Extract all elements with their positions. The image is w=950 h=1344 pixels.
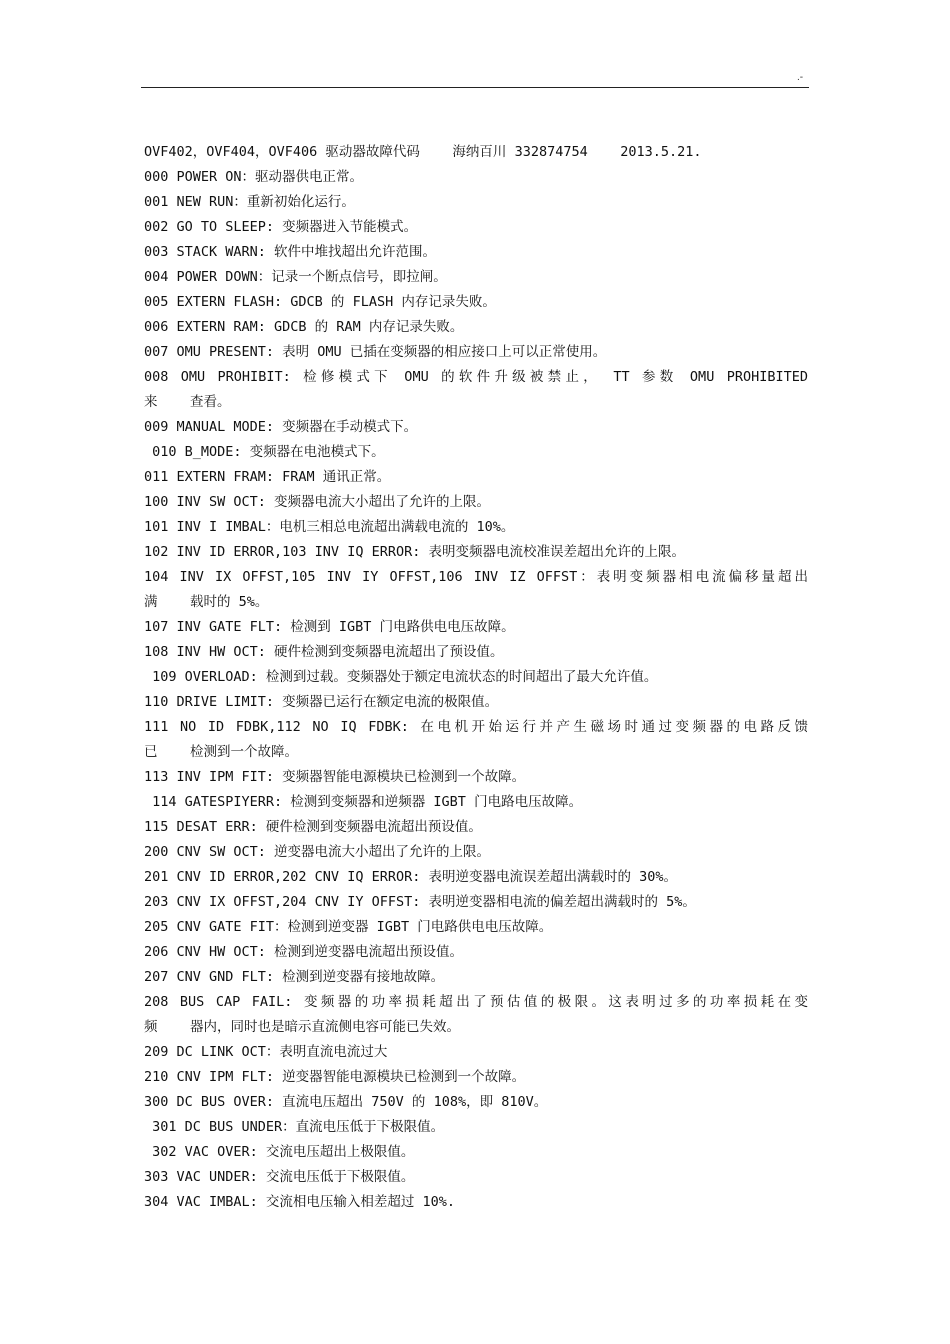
fault-code-line: 006 EXTERN RAM: GDCB 的 RAM 内存记录失败。 <box>144 319 464 335</box>
fault-code-line: 101 INV I IMBAL：电机三相总电流超出满载电流的 10%。 <box>144 519 515 535</box>
fault-code-line: 205 CNV GATE FIT：检测到逆变器 IGBT 门电路供电电压故障。 <box>144 919 553 935</box>
fault-code-line: 005 EXTERN FLASH: GDCB 的 FLASH 内存记录失败。 <box>144 294 496 310</box>
fault-code-line: 010 B_MODE: 变频器在电池模式下。 <box>144 444 385 460</box>
fault-code-continuation: 已 检测到一个故障。 <box>144 744 299 760</box>
fault-code-line: 110 DRIVE LIMIT: 变频器已运行在额定电流的极限值。 <box>144 694 499 710</box>
fault-code-line: 007 OMU PRESENT: 表明 OMU 已插在变频器的相应接口上可以正常使用。 <box>144 344 607 360</box>
title-line: OVF402，OVF404，OVF406 驱动器故障代码 海纳百川 332874754 2013.5.21. <box>144 144 702 160</box>
fault-code-line: 000 POWER ON：驱动器供电正常。 <box>144 169 364 185</box>
fault-code-line: 206 CNV HW OCT: 检测到逆变器电流超出预设值。 <box>144 944 464 960</box>
fault-code-line: 302 VAC OVER: 交流电压超出上极限值。 <box>144 1144 415 1160</box>
fault-code-line: 200 CNV SW OCT: 逆变器电流大小超出了允许的上限。 <box>144 844 491 860</box>
fault-code-line: 001 NEW RUN：重新初始化运行。 <box>144 194 355 210</box>
fault-code-line: 003 STACK WARN: 软件中堆找超出允许范围。 <box>144 244 437 260</box>
fault-code-line: 009 MANUAL MODE: 变频器在手动模式下。 <box>144 419 418 435</box>
fault-code-line: 108 INV HW OCT: 硬件检测到变频器电流超出了预设值。 <box>144 644 504 660</box>
fault-code-line: 303 VAC UNDER: 交流电压低于下极限值。 <box>144 1169 415 1185</box>
fault-code-line: 209 DC LINK OCT：表明直流电流过大 <box>144 1044 388 1060</box>
fault-code-line: 113 INV IPM FIT: 变频器智能电源模块已检测到一个故障。 <box>144 769 526 785</box>
fault-code-line: 104 INV IX OFFST,105 INV IY OFFST,106 INV IZ OFFST：表明变频器相电流偏移量超出 <box>144 569 808 585</box>
fault-code-line: 111 NO ID FDBK,112 NO IQ FDBK: 在电机开始运行并产生磁场时通过变频器的电路反馈 <box>144 719 808 735</box>
fault-code-line: 301 DC BUS UNDER：直流电压低于下极限值。 <box>144 1119 445 1135</box>
fault-code-line: 109 OVERLOAD: 检测到过载。变频器处于额定电流状态的时间超出了最大允许值。 <box>144 669 658 685</box>
fault-code-line: 102 INV ID ERROR,103 INV IQ ERROR: 表明变频器电流校准误差超出允许的上限。 <box>144 544 685 560</box>
fault-code-line: 002 GO TO SLEEP: 变频器进入节能模式。 <box>144 219 418 235</box>
fault-code-line: 115 DESAT ERR: 硬件检测到变频器电流超出预设值。 <box>144 819 482 835</box>
fault-code-line: 210 CNV IPM FLT: 逆变器智能电源模块已检测到一个故障。 <box>144 1069 526 1085</box>
fault-code-line: 008 OMU PROHIBIT: 检修模式下 OMU 的软件升级被禁止， TT 参数 OMU PROHIBITED <box>144 369 808 385</box>
document-body <box>144 140 808 1215</box>
fault-code-line: 304 VAC IMBAL: 交流相电压输入相差超过 10%. <box>144 1194 456 1210</box>
fault-code-line: 004 POWER DOWN：记录一个断点信号，即拉闸。 <box>144 269 447 285</box>
fault-code-continuation: 来 查看。 <box>144 394 231 410</box>
fault-code-line: 107 INV GATE FLT: 检测到 IGBT 门电路供电电压故障。 <box>144 619 515 635</box>
fault-code-line: 114 GATESPIYERR: 检测到变频器和逆频器 IGBT 门电路电压故障。 <box>144 794 583 810</box>
fault-code-line: 201 CNV ID ERROR,202 CNV IQ ERROR: 表明逆变器电流误差超出满载时的 30%。 <box>144 869 677 885</box>
fault-code-line: 208 BUS CAP FAIL: 变频器的功率损耗超出了预估值的极限。这表明过多的功率损耗在变 <box>144 994 808 1010</box>
fault-code-line: 011 EXTERN FRAM: FRAM 通讯正常。 <box>144 469 391 485</box>
fault-code-continuation: 频 器内，同时也是暗示直流侧电容可能已失效。 <box>144 1019 461 1035</box>
header-rule <box>141 87 809 88</box>
fault-code-line: 203 CNV IX OFFST,204 CNV IY OFFST: 表明逆变器相电流的偏差超出满载时的 5%。 <box>144 894 696 910</box>
fault-code-line: 100 INV SW OCT: 变频器电流大小超出了允许的上限。 <box>144 494 491 510</box>
fault-code-line: 207 CNV GND FLT: 检测到逆变器有接地故障。 <box>144 969 445 985</box>
fault-code-continuation: 满 载时的 5%。 <box>144 594 269 610</box>
header-mark: .- <box>797 72 804 83</box>
fault-code-line: 300 DC BUS OVER: 直流电压超出 750V 的 108%，即 810V。 <box>144 1094 548 1110</box>
